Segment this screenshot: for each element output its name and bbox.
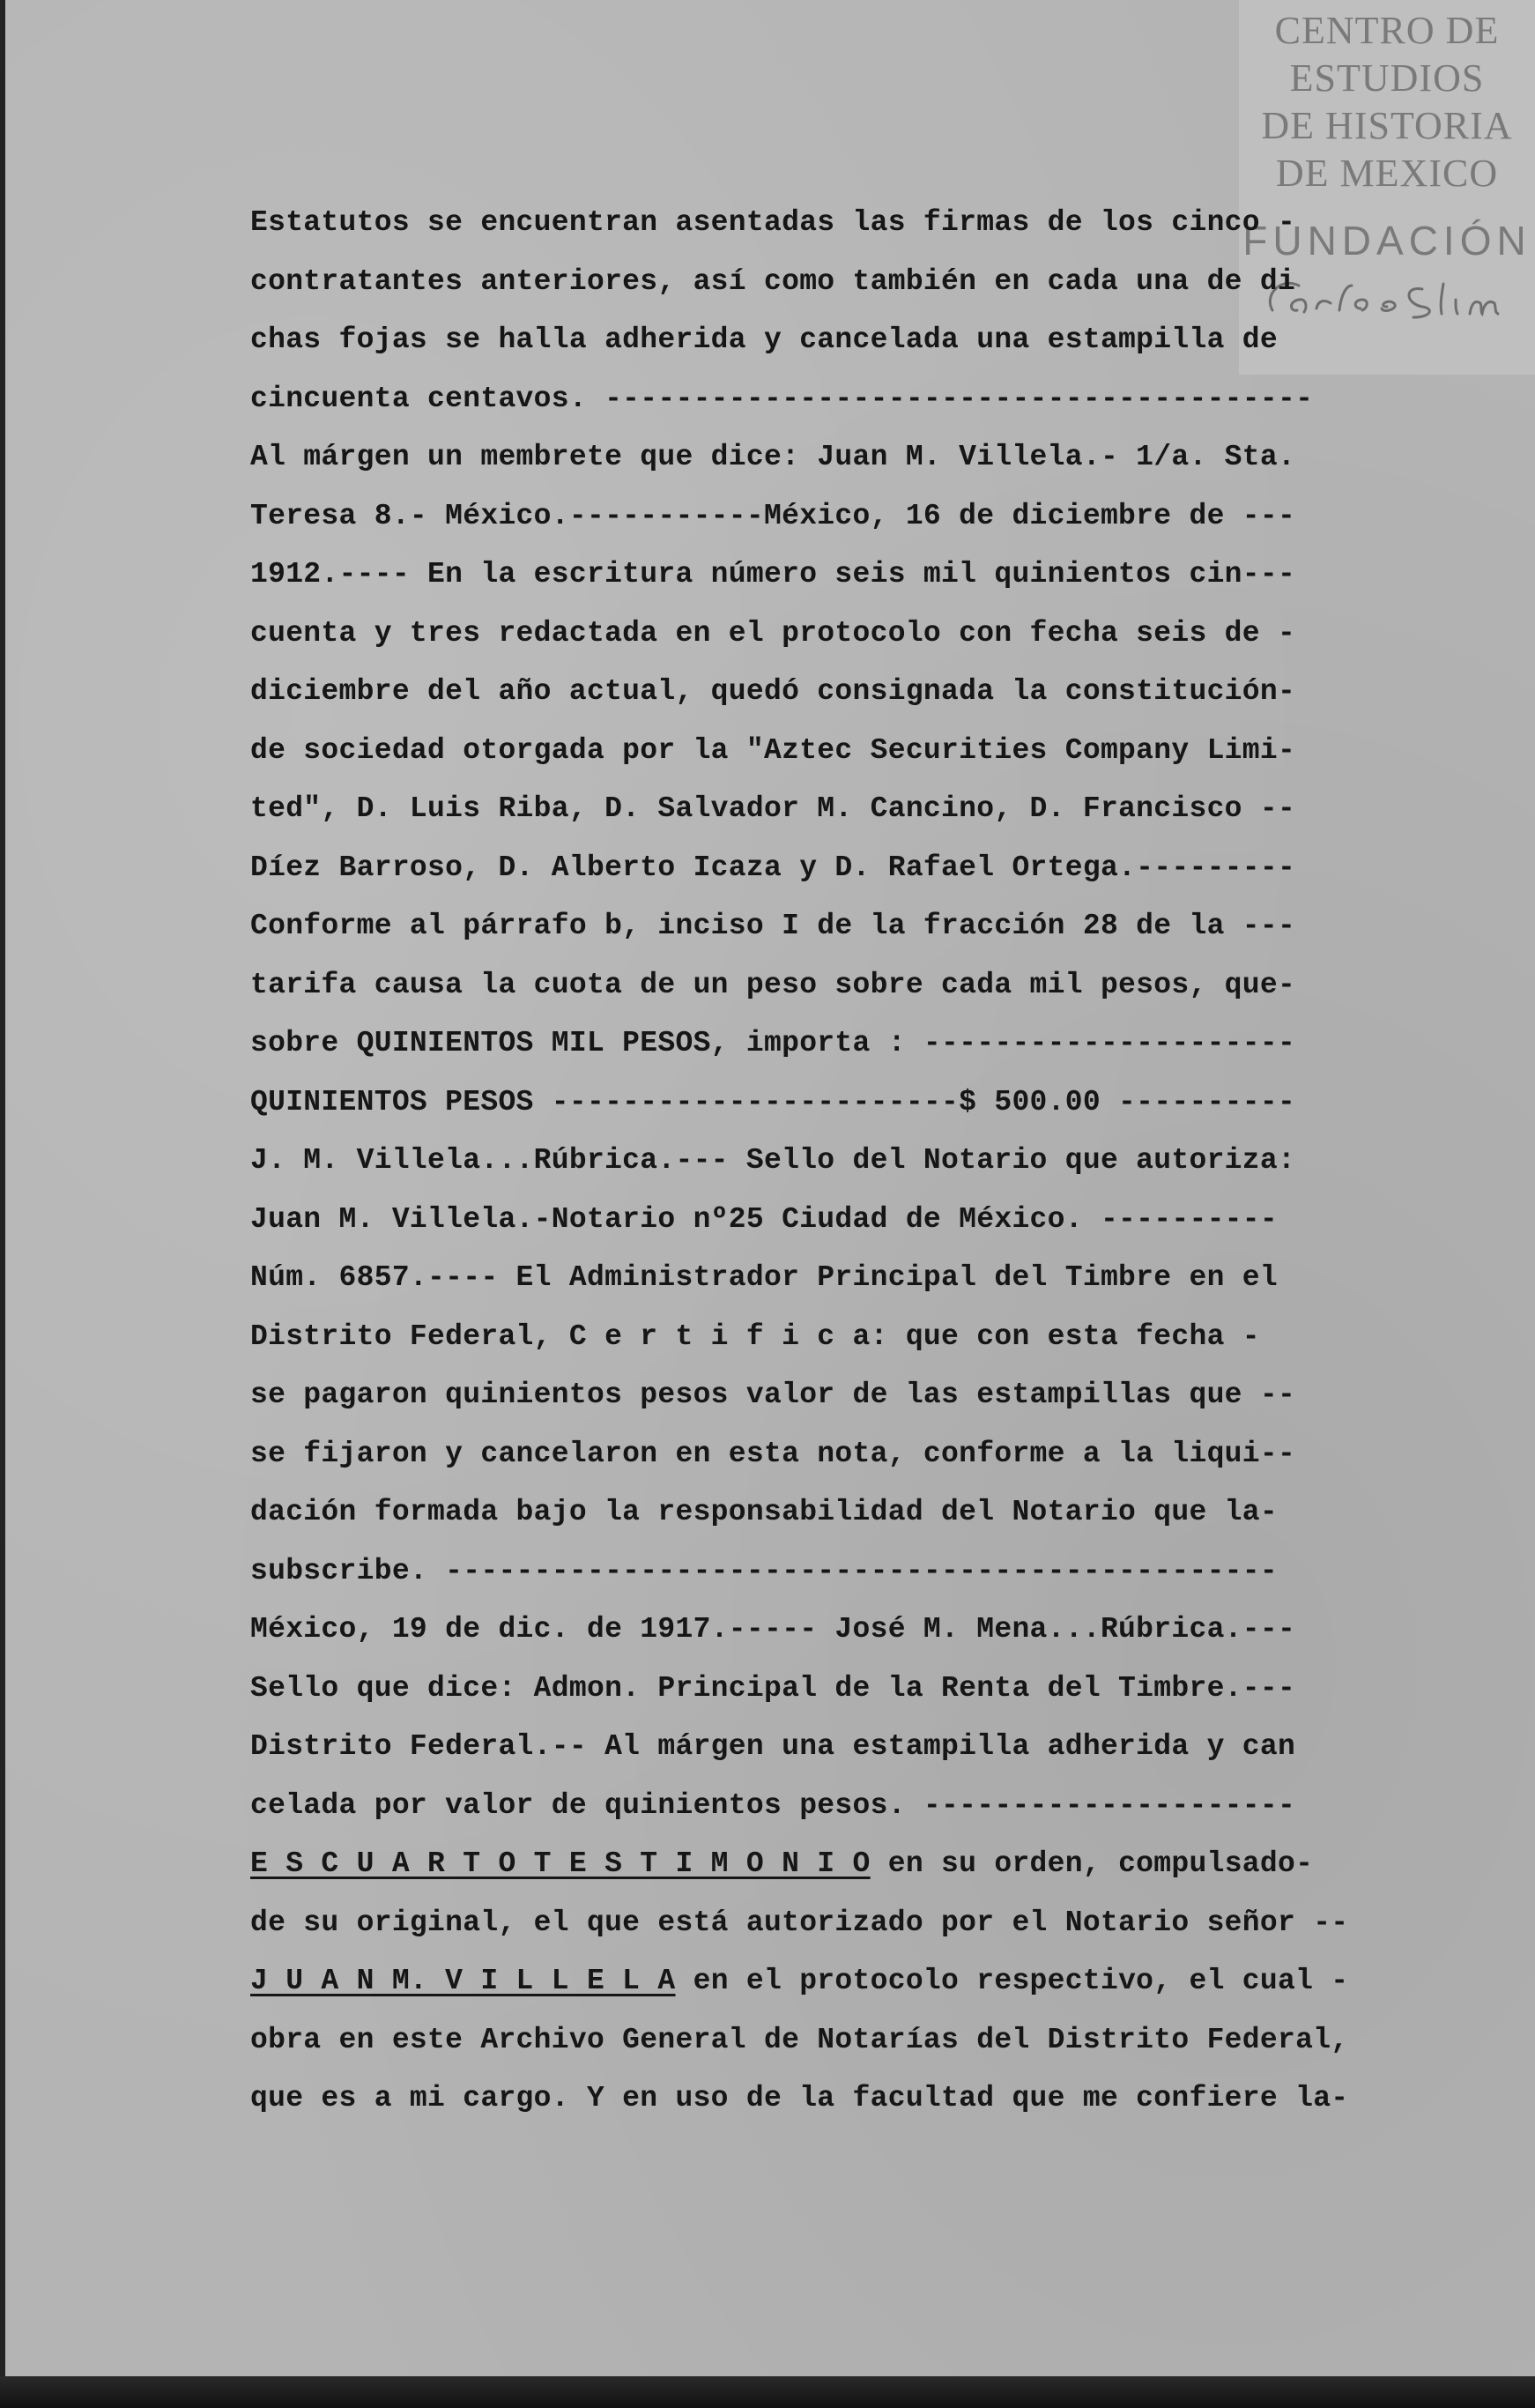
text-line-content: de su original, el que está autorizado por el Notario señor -- [250, 1906, 1349, 1939]
watermark-line: DE HISTORIA [1261, 104, 1513, 147]
text-line [250, 487, 1387, 546]
text-line [250, 1952, 1387, 2011]
text-line-content: de sociedad otorgada por la "Aztec Securities Company Limi- [250, 733, 1296, 767]
text-line-content: dación formada bajo la responsabilidad del Notario que la- [250, 1496, 1278, 1528]
text-line [250, 370, 1387, 429]
document-page [5, 0, 1535, 2380]
text-line [250, 311, 1387, 370]
text-line [250, 780, 1387, 839]
text-line [250, 1074, 1387, 1133]
text-line-content: contratantes anteriores, así como también en cada una de di [250, 264, 1296, 298]
text-line [250, 546, 1387, 605]
text-line [250, 1132, 1387, 1191]
text-line-content: Núm. 6857.---- El Administrador Principal del Timbre en el [250, 1261, 1278, 1294]
text-line-content: cuenta y tres redactada en el protocolo con fecha seis de - [250, 616, 1296, 650]
text-line [250, 1777, 1387, 1836]
emphasized-heading: E S C U A R T O T E S T I M O N I O [250, 1847, 871, 1880]
watermark-line: DE MEXICO [1275, 152, 1499, 195]
text-line-content: sobre QUINIENTOS MIL PESOS, importa : --------------------- [250, 1027, 1296, 1059]
text-line-content: 1912.---- En la escritura número seis mil quinientos cin--- [250, 558, 1296, 591]
text-line [250, 2070, 1387, 2129]
text-line [250, 839, 1387, 898]
text-line [250, 1542, 1387, 1602]
text-line [250, 605, 1387, 664]
text-line-content: Díez Barroso, D. Alberto Icaza y D. Rafael Ortega.--------- [250, 851, 1296, 884]
text-line-content: Juan M. Villela.-Notario nº25 Ciudad de México. ---------- [250, 1202, 1278, 1236]
watermark-line: CENTRO DE [1274, 9, 1500, 52]
text-line-content: J. M. Villela...Rúbrica.--- Sello del Notario que autoriza: [250, 1144, 1296, 1177]
text-line [250, 1894, 1387, 1953]
text-line [250, 1191, 1387, 1250]
text-line-content: tarifa causa la cuota de un peso sobre cada mil pesos, que- [250, 968, 1296, 1001]
text-line-content: Teresa 8.- México.-----------México, 16 de diciembre de --- [250, 499, 1296, 532]
text-line [250, 1425, 1387, 1484]
text-line-content: se pagaron quinientos pesos valor de las estampillas que -- [250, 1379, 1296, 1411]
text-line [250, 1601, 1387, 1660]
text-line-content: México, 19 de dic. de 1917.----- José M. Mena...Rúbrica.--- [250, 1613, 1296, 1646]
text-line [250, 253, 1387, 312]
text-line-content: Sello que dice: Admon. Principal de la Renta del Timbre.--- [250, 1671, 1296, 1705]
text-line-content: obra en este Archivo General de Notarías del Distrito Federal, [250, 2023, 1349, 2056]
text-line-content: Conforme al párrafo b, inciso I de la fracción 28 de la --- [250, 910, 1296, 942]
text-line [250, 1366, 1387, 1425]
text-line-content: en su orden, compulsado- [870, 1847, 1314, 1880]
text-line [250, 194, 1387, 253]
text-line-content: en el protocolo respectivo, el cual - [675, 1965, 1349, 1997]
text-line [250, 2011, 1387, 2070]
text-line [250, 1483, 1387, 1542]
text-line [250, 1308, 1387, 1367]
text-line [250, 1249, 1387, 1308]
text-line [250, 1660, 1387, 1719]
emphasized-notary-name: J U A N M. V I L L E L A [250, 1965, 676, 1997]
watermark-foundation: FUNDACIÓN [1242, 218, 1531, 264]
text-line-content: Distrito Federal, C e r t i f i c a: que con esta fecha - [250, 1319, 1260, 1353]
text-line-content: cincuenta centavos. ---------------------------------------- [250, 382, 1314, 415]
text-line [250, 1835, 1387, 1894]
text-line-content: QUINIENTOS PESOS -----------------------$ 500.00 ---------- [250, 1085, 1296, 1119]
text-line-content: diciembre del año actual, quedó consignada la constitución- [250, 675, 1296, 708]
text-line [250, 428, 1387, 487]
text-line [250, 663, 1387, 722]
text-line [250, 1014, 1387, 1074]
text-line [250, 722, 1387, 781]
text-line-content: que es a mi cargo. Y en uso de la facultad que me confiere la- [250, 2082, 1349, 2114]
scan-bottom-edge [0, 2376, 1535, 2408]
text-line-content: Al márgen un membrete que dice: Juan M. Villela.- 1/a. Sta. [250, 441, 1296, 473]
text-line [250, 897, 1387, 956]
text-line-content: subscribe. ----------------------------------------------- [250, 1554, 1278, 1587]
text-line-content: Estatutos se encuentran asentadas las firmas de los cinco - [250, 206, 1296, 239]
text-line [250, 1718, 1387, 1777]
text-line-content: celada por valor de quinientos pesos. --------------------- [250, 1788, 1296, 1822]
text-line-content: chas fojas se halla adherida y cancelada una estampilla de [250, 323, 1278, 356]
typed-text-body [250, 194, 1387, 2129]
text-line [250, 956, 1387, 1015]
text-line-content: se fijaron y cancelaron en esta nota, conforme a la liqui-- [250, 1437, 1296, 1470]
text-line-content: Distrito Federal.-- Al márgen una estampilla adherida y can [250, 1730, 1296, 1763]
watermark-line: ESTUDIOS [1289, 56, 1485, 100]
text-line-content: ted", D. Luis Riba, D. Salvador M. Cancino, D. Francisco -- [250, 792, 1296, 825]
